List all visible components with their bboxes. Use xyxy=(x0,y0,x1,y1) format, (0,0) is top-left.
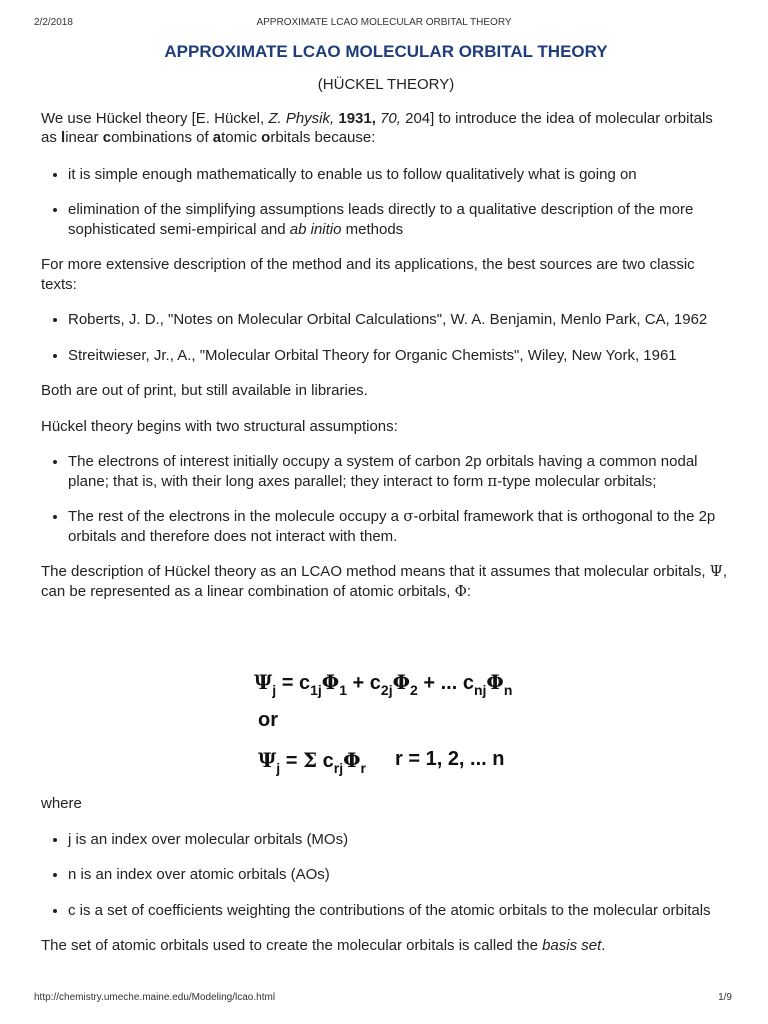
lcao-paragraph: The description of Hückel theory as an LCAO method means that it assumes that molecular orbitals, Ψ, can be represented as a linear combination of atomic orbitals, Φ: xyxy=(41,562,727,600)
or-label: or xyxy=(258,709,278,731)
print-date: 2/2/2018 xyxy=(34,17,73,28)
definition-item: • c is a set of coefficients weighting the contributions of the atomic orbitals to the molecular orbitals xyxy=(68,901,731,921)
assumptions-intro: Hückel theory begins with two structural assumptions: xyxy=(41,417,398,435)
print-note: Both are out of print, but still available in libraries. xyxy=(41,382,368,399)
intro-paragraph: We use Hückel theory [E. Hückel, Z. Physik, 1931, 70, 204] to introduce the idea of molecular orbitals as linear combinations of atomic orbitals because: xyxy=(41,109,713,146)
assumptions-list xyxy=(41,452,731,546)
reference-item: • Roberts, J. D., "Notes on Molecular Orbital Calculations", W. A. Benjamin, Menlo Park, CA, 1962 xyxy=(68,310,731,330)
document-body-continued xyxy=(41,794,731,956)
citation-volume: 70, xyxy=(380,109,401,127)
print-title: APPROXIMATE LCAO MOLECULAR ORBITAL THEORY xyxy=(256,17,512,28)
list-item: • The electrons of interest initially occupy a system of carbon 2p orbitals having a common nodal plane; that is, with their long axes parallel; they interact to form π-type molecular orbitals; xyxy=(68,452,731,491)
list-item: • The rest of the electrons in the molecule occupy a σ-orbital framework that is orthogonal to the 2p orbitals and therefore does not interact with them. xyxy=(68,507,731,546)
equation-range: r = 1, 2, ... n xyxy=(395,748,505,770)
definition-item: • j is an index over molecular orbitals (MOs) xyxy=(68,830,731,850)
equation-lcao-expansion: $\Psi_j = c_{1j}\Phi_1 + c_{2j}\Phi_2$ + ... $c_{nj}\Phi_n$ xyxy=(254,670,513,698)
where-label: where xyxy=(41,795,82,812)
document-body xyxy=(41,40,731,601)
reasons-list xyxy=(41,165,731,240)
page-title: APPROXIMATE LCAO MOLECULAR ORBITAL THEORY xyxy=(164,42,608,61)
definition-item: • n is an index over atomic orbitals (AOs) xyxy=(68,865,731,885)
references-list xyxy=(41,310,731,365)
definitions-list xyxy=(41,830,731,921)
citation-year: 1931, xyxy=(338,109,376,127)
journal-name: Z. Physik, xyxy=(268,109,335,127)
page-subtitle: (HÜCKEL THEORY) xyxy=(317,76,455,93)
sources-paragraph: For more extensive description of the method and its applications, the best sources are two classic texts: xyxy=(41,256,695,293)
psi-symbol: Ψ xyxy=(709,562,723,580)
equation-lcao-summation: $\Psi_j = \Sigma$ $c_{rj}\Phi_r$ xyxy=(258,748,366,776)
list-item: • it is simple enough mathematically to enable us to follow qualitatively what is going on xyxy=(68,165,731,185)
page-number: 1/9 xyxy=(718,992,732,1003)
print-header xyxy=(34,17,734,31)
pi-symbol: π xyxy=(487,471,498,490)
reference-item: • Streitwieser, Jr., A., "Molecular Orbital Theory for Organic Chemists", Wiley, New York, 1961 xyxy=(68,346,731,366)
basis-set-paragraph: The set of atomic orbitals used to create the molecular orbitals is called the basis set. xyxy=(41,937,606,954)
sigma-symbol: σ xyxy=(403,507,414,525)
list-item: • elimination of the simplifying assumptions leads directly to a qualitative description of the more sophisticated semi-empirical and ab initio methods xyxy=(68,200,731,239)
page-url: http://chemistry.umeche.maine.edu/Modeling/lcao.html xyxy=(34,992,276,1003)
print-footer xyxy=(34,992,734,1006)
phi-symbol: Φ xyxy=(454,581,467,600)
